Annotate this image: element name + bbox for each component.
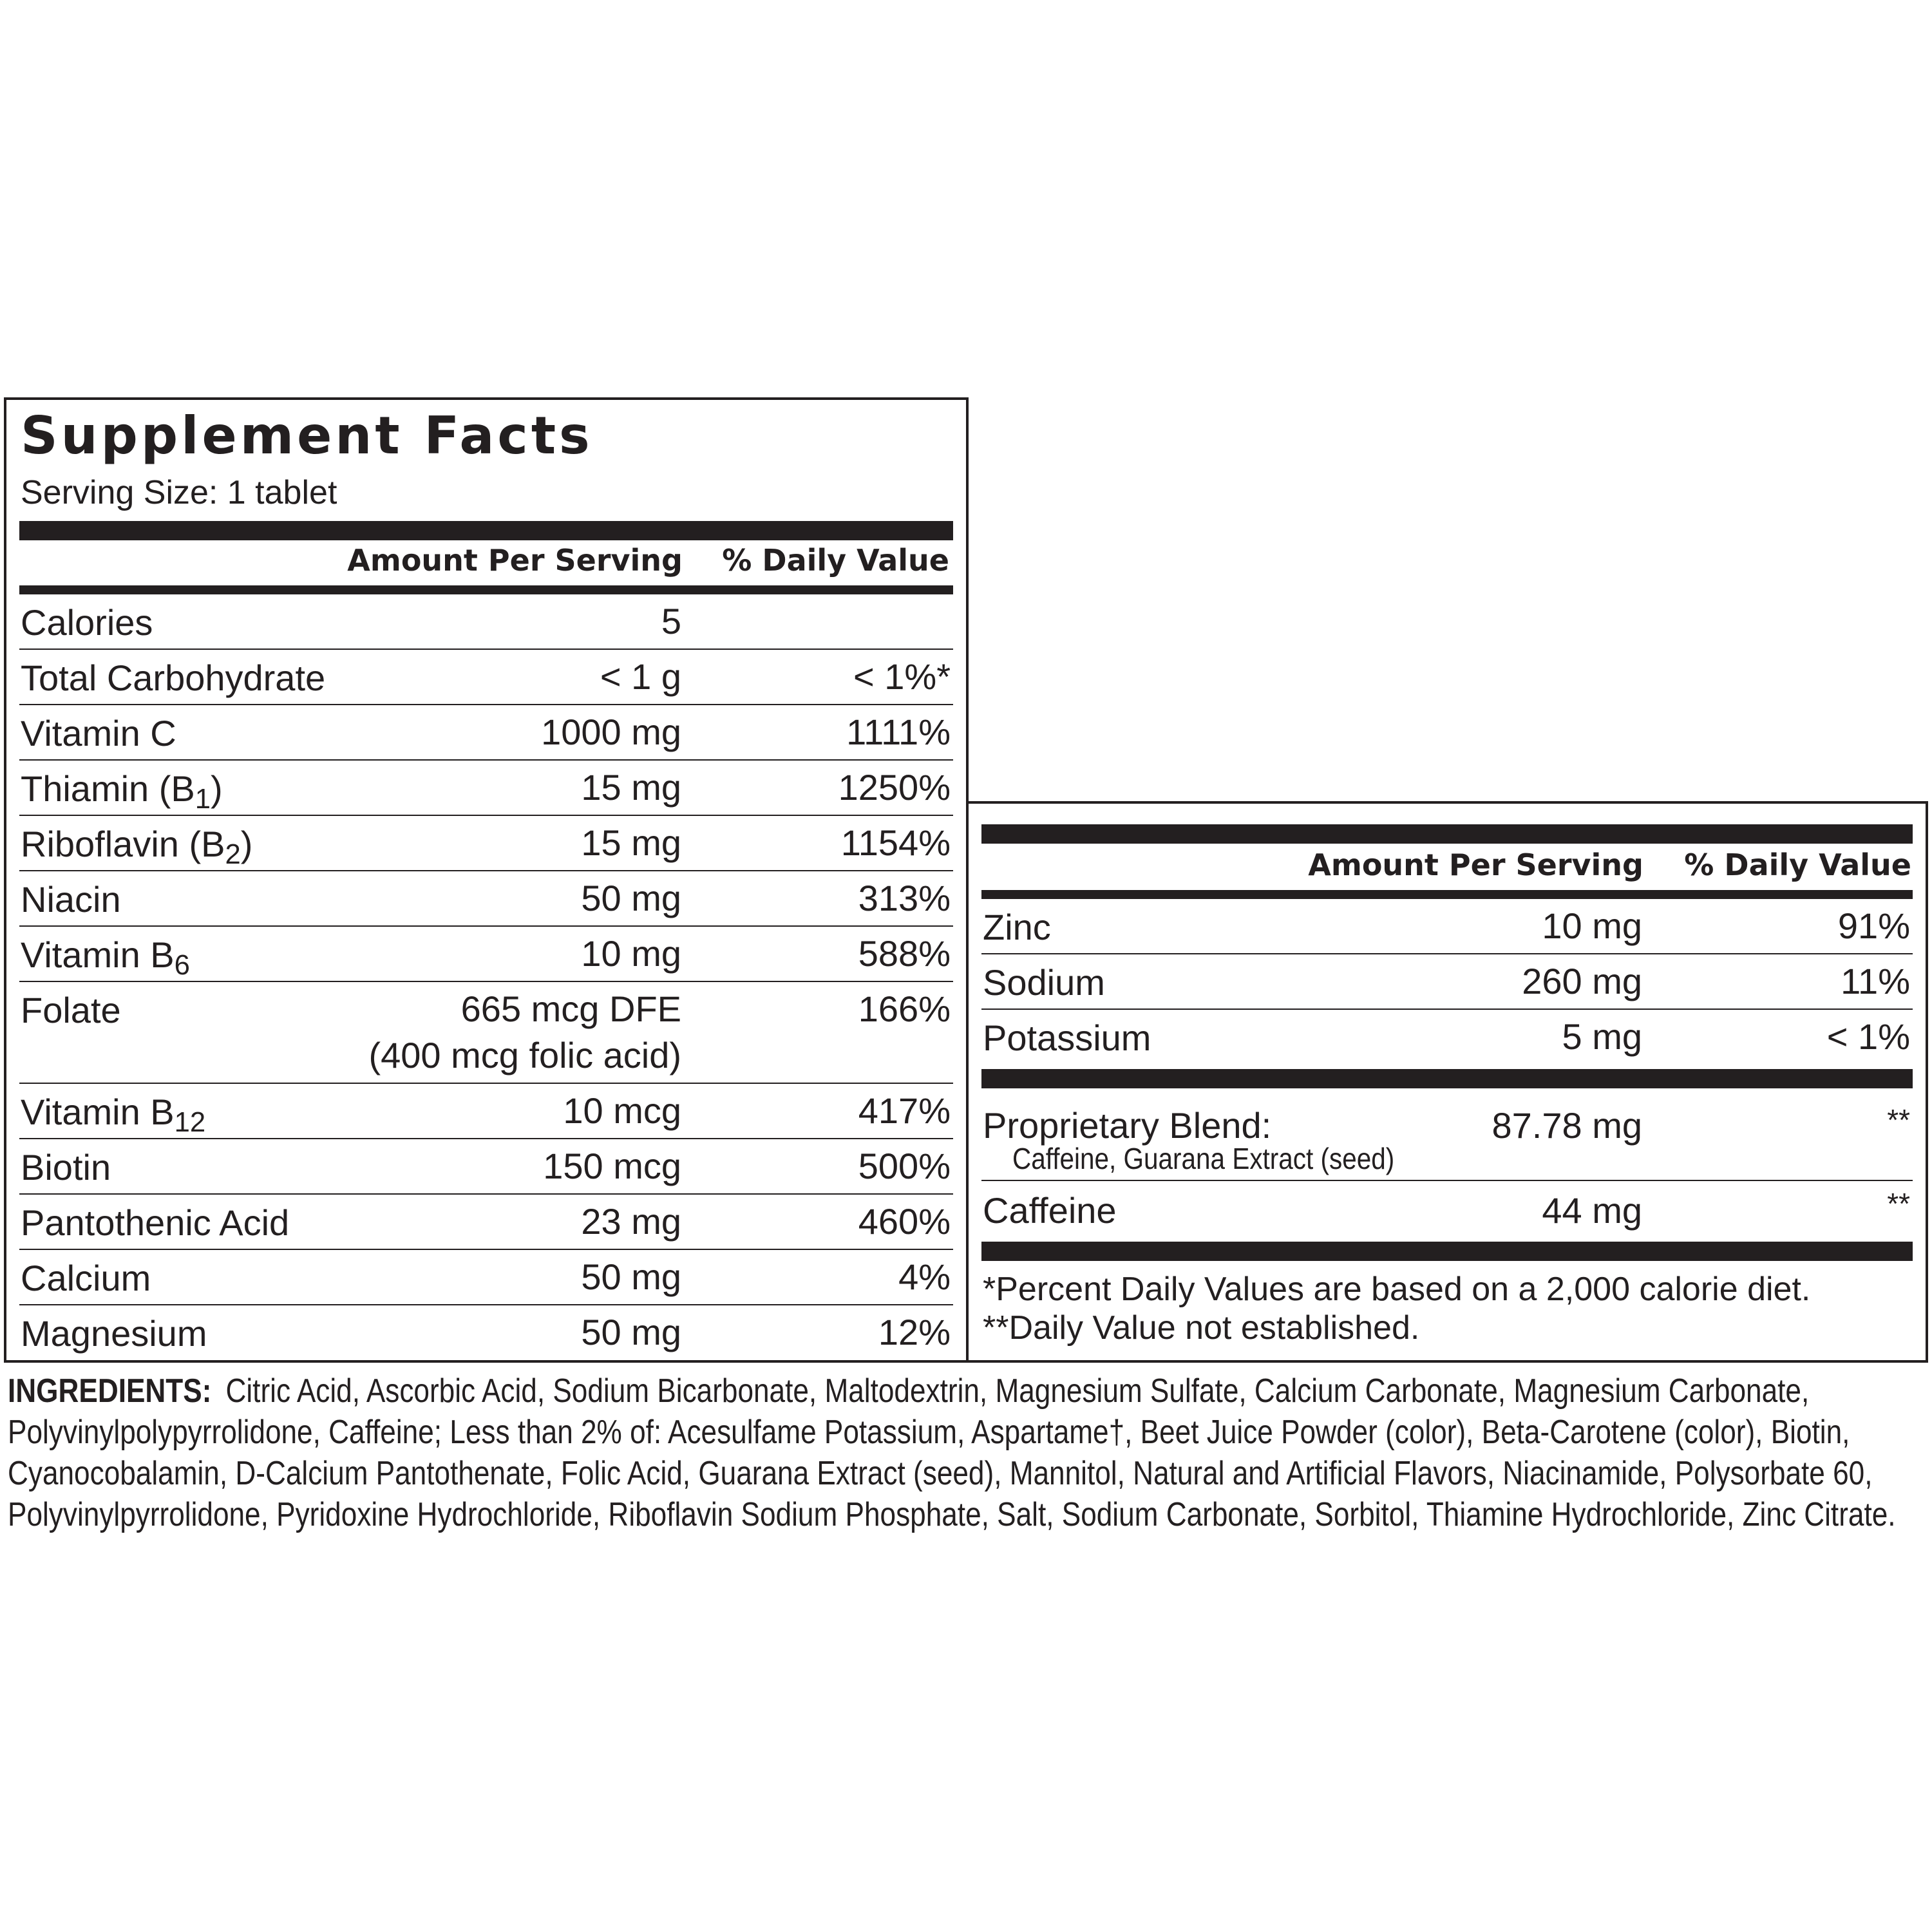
nutrient-name-tail: ) <box>240 824 253 864</box>
nutrient-daily-value: 500% <box>858 1146 951 1186</box>
nutrient-amount: 260 mg <box>1522 961 1642 1001</box>
nutrient-amount: 10 mg <box>1542 905 1642 946</box>
nutrient-amount: 150 mcg <box>543 1146 681 1186</box>
blend-name: Proprietary Blend: <box>983 1105 1272 1146</box>
nutrient-amount: 50 mg <box>581 1256 681 1297</box>
amount-per-serving-header: Amount Per Serving <box>347 543 683 578</box>
nutrient-name <box>21 1092 206 1138</box>
nutrient-daily-value: ** <box>1887 1187 1910 1220</box>
nutrient-name-text: Zinc <box>983 907 1051 947</box>
ingredients-list: Citric Acid, Ascorbic Acid, Sodium Bicarbonate, Maltodextrin, Magnesium Sulfate, Calcium Carbonate, Magnesium Carbonate, Polyvinylpolypyrrolidone, Caffeine; Less than 2% of: Acesulfame Potassium, Aspartame†, Beet Juice Powder (color), Beta-Carotene (color), Biotin, Cyanocobalamin, D-Calcium Pantothenate, Folic Acid, Guarana Extract (seed), Mannitol, Natural and Artificial Flavors, Niacinamide, Polysorbate 60, Polyvinylpyrrolidone, Pyridoxine Hydrochloride, Riboflavin Sodium Phosphate, Salt, Sodium Carbonate, Sorbitol, Thiamine Hydrochloride, Zinc Citrate. <box>8 1372 1896 1533</box>
nutrient-name-text: Magnesium <box>21 1313 207 1354</box>
nutrient-name <box>983 962 1105 1003</box>
nutrient-name-text: Riboflavin (B <box>21 824 225 864</box>
nutrient-name-tail: ) <box>211 768 223 809</box>
nutrient-subscript: 2 <box>225 838 241 870</box>
nutrient-row <box>19 927 953 982</box>
blend-amount: 87.78 mg <box>1492 1105 1642 1146</box>
nutrient-daily-value: 417% <box>858 1090 951 1131</box>
header-divider <box>19 585 953 594</box>
nutrient-amount: 665 mcg DFE <box>460 989 681 1029</box>
nutrient-amount: 23 mg <box>581 1201 681 1242</box>
blend-ingredients: Caffeine, Guarana Extract (seed) <box>1012 1142 1395 1175</box>
nutrient-daily-value: 1154% <box>840 822 951 863</box>
amount-per-serving-header: Amount Per Serving <box>1308 848 1643 882</box>
mineral-row <box>981 899 1913 954</box>
nutrient-row <box>19 594 953 650</box>
nutrient-row <box>19 871 953 927</box>
nutrient-row <box>19 1305 953 1361</box>
header-divider <box>981 890 1913 899</box>
nutrient-name <box>21 992 121 1028</box>
nutrient-amount: < 1 g <box>600 656 681 697</box>
nutrient-row <box>19 1139 953 1195</box>
nutrient-name-text: Vitamin B <box>21 934 175 975</box>
thick-divider <box>981 824 1913 844</box>
proprietary-blend-row <box>981 1088 1913 1181</box>
nutrient-daily-value: 313% <box>858 878 951 918</box>
nutrient-daily-value: 166% <box>858 989 951 1029</box>
nutrient-daily-value: 1111% <box>846 712 951 752</box>
nutrient-row <box>19 1250 953 1305</box>
supplement-facts-panel <box>4 397 969 1363</box>
nutrient-name-text: Thiamin (B <box>21 768 195 809</box>
nutrient-subscript: 1 <box>194 782 211 815</box>
nutrient-row <box>19 816 953 871</box>
thick-divider <box>19 521 953 540</box>
nutrient-subscript: 12 <box>174 1106 206 1138</box>
nutrient-name-text: Vitamin C <box>21 713 176 753</box>
panel-title: Supplement Facts <box>21 406 593 466</box>
nutrient-amount: 44 mg <box>1542 1190 1642 1231</box>
nutrient-name <box>21 1147 111 1188</box>
nutrient-name-text: Total Carbohydrate <box>21 658 326 698</box>
nutrient-name <box>21 1202 290 1243</box>
nutrient-name <box>21 660 325 696</box>
nutrient-amount: 15 mg <box>581 822 681 863</box>
nutrient-daily-value: 1250% <box>838 767 951 808</box>
nutrient-name <box>21 768 223 815</box>
nutrient-name <box>21 715 176 752</box>
nutrient-row <box>19 1084 953 1139</box>
nutrient-row <box>19 761 953 816</box>
nutrient-amount: 10 mcg <box>563 1090 681 1131</box>
nutrient-daily-value: 11% <box>1841 961 1910 1001</box>
nutrient-daily-value: 91% <box>1837 905 1910 946</box>
nutrient-name <box>21 1260 151 1296</box>
mineral-row <box>981 1010 1913 1065</box>
nutrient-name-text: Pantothenic Acid <box>21 1202 290 1243</box>
nutrient-daily-value: 588% <box>858 933 951 974</box>
footnote-daily-value: *Percent Daily Values are based on a 2,000 calorie diet. <box>983 1271 1811 1308</box>
nutrient-name-text: Calcium <box>21 1258 151 1298</box>
nutrient-name-text: Sodium <box>983 962 1105 1003</box>
nutrient-row <box>19 705 953 761</box>
mineral-row <box>981 954 1913 1010</box>
nutrient-name-text: Biotin <box>21 1147 111 1188</box>
ingredients-label: INGREDIENTS: <box>8 1372 212 1410</box>
nutrient-name-text: Calories <box>21 602 153 643</box>
nutrient-daily-value: 4% <box>898 1256 951 1297</box>
nutrient-name <box>21 934 190 981</box>
daily-value-header: % Daily Value <box>722 543 949 578</box>
footnote-not-established: **Daily Value not established. <box>983 1309 1420 1347</box>
nutrient-name-text: Folate <box>21 990 121 1030</box>
nutrient-name-text: Potassium <box>983 1018 1151 1058</box>
nutrient-daily-value: 460% <box>858 1201 951 1242</box>
nutrient-daily-value: < 1%* <box>853 656 951 697</box>
nutrient-amount: 50 mg <box>581 878 681 918</box>
nutrient-amount: 5 <box>661 601 681 641</box>
blend-divider <box>981 1069 1913 1088</box>
nutrient-name <box>21 1313 207 1354</box>
blend-daily-value: ** <box>1887 1103 1910 1137</box>
nutrient-amount: 5 mg <box>1562 1016 1642 1057</box>
nutrient-name <box>21 602 153 643</box>
nutrient-subscript: 6 <box>174 949 190 981</box>
caffeine-row <box>981 1181 1913 1235</box>
nutrient-row <box>19 650 953 705</box>
footnote-divider <box>981 1242 1913 1261</box>
nutrient-amount-detail: (400 mcg folic acid) <box>368 1035 681 1075</box>
nutrient-name <box>21 879 121 920</box>
supplement-facts-panel-continued <box>966 801 1928 1363</box>
serving-size: Serving Size: 1 tablet <box>21 474 337 511</box>
nutrient-name <box>21 824 253 870</box>
nutrient-amount: 50 mg <box>581 1312 681 1352</box>
nutrient-name <box>983 909 1051 945</box>
nutrient-amount: 10 mg <box>581 933 681 974</box>
nutrient-row <box>19 1195 953 1250</box>
nutrient-daily-value: < 1% <box>1826 1016 1910 1057</box>
nutrient-row <box>19 982 953 1084</box>
ingredients-statement <box>8 1370 1922 1535</box>
nutrient-daily-value: 12% <box>878 1312 951 1352</box>
daily-value-header: % Daily Value <box>1684 848 1911 882</box>
nutrient-amount: 1000 mg <box>541 712 681 752</box>
nutrient-amount: 15 mg <box>581 767 681 808</box>
nutrient-name: Caffeine <box>983 1190 1117 1231</box>
nutrient-name-text: Vitamin B <box>21 1092 175 1132</box>
nutrient-name-text: Niacin <box>21 879 121 920</box>
nutrient-name <box>983 1020 1151 1056</box>
